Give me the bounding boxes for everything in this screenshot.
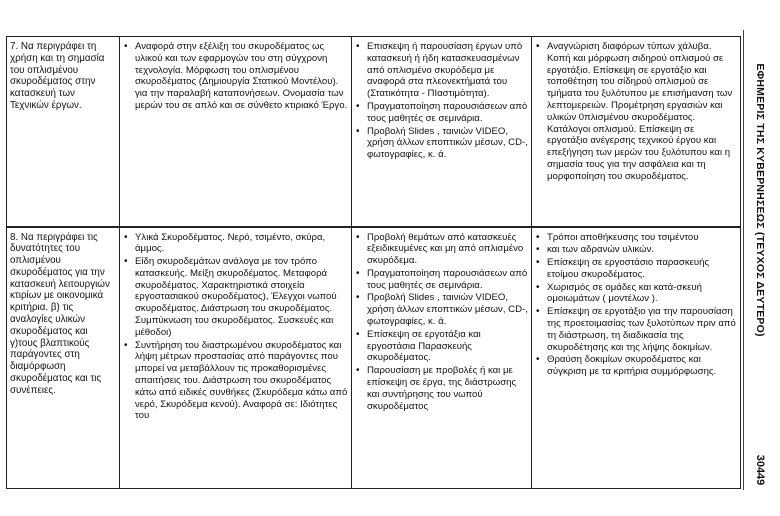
list-item: • Θραύση δοκιμίων σκυροδέματος και σύγκριση με τα κριτήρια συμμόρφωσης. <box>535 354 737 378</box>
methods-list <box>355 41 528 161</box>
list-item: • Υλικά Σκυροδέματος. Νερό, τσιμέντο, σκύρα, άμμος. <box>123 232 348 256</box>
gazette-title: ΕΦΗΜΕΡΙΣ ΤΗΣ ΚΥΒΕΡΝΗΣΕΩΣ (ΤΕΥΧΟΣ ΔΕΥΤΕΡΟ) <box>754 63 766 337</box>
list-item: • Προβολή Slides , ταινιών VIDEO, χρήση άλλων εποπτικών μέσων, CD-, φωτογραφίες, κ. ά. <box>355 126 528 161</box>
content-cell <box>120 37 352 227</box>
list-item: • Αναγνώριση διαφόρων τύπων χάλυβα. Κοπή και μόρφωση σιδηρού οπλισμού σε εργοτάξιο. Επίσκεψη σε εργοτάξιο και τοποθέτηση του σίδηρού οπλισμού σε τμήματα του ξυλότυπου με επισήμανση των λεπτομερειών. Προμέτρηση εργασιών και υλικών 0πλισμένου σκυροδέματος. Κατάλογοι οπλισμού. Επίσκεψη σε εργοτάξιο ανέγερσης τεχνικού έργου και επεξήγηση των μερών του ξυλότυπου και η σημασία τους για την ασφάλεια και τη μορφοποίηση του σκυροδέματος. <box>535 41 737 183</box>
objective-text: 8. Να περιγράφει τις δυνατότητες του οπλισμένου σκυροδέματος για την κατασκευή λειτουργιών κτιρίων με οικονομικά κριτήρια. β) τις αναλογίες υλικών σκυροδέματος και γ)τους βλαπτικούς παράγοντες στη διαμόρφωση σκυροδέματος και τις συνέπειες. <box>10 231 110 396</box>
list-item: • Χωρισμός σε ομάδες και κατά-σκευή ομοιωμάτων ( μοντέλων ). <box>535 282 737 306</box>
content-cell <box>120 227 352 489</box>
list-item: • και των αδρανών υλικών. <box>535 244 737 256</box>
curriculum-table <box>6 36 741 489</box>
running-header <box>742 30 778 370</box>
methods-cell <box>352 37 532 227</box>
activities-cell <box>532 37 741 227</box>
methods-cell <box>352 227 532 489</box>
table-row <box>7 37 741 227</box>
activities-cell <box>532 227 741 489</box>
list-item: • Επίσκεψη σε εργοτάξια και εργοστάσια Παρασκευής σκυροδέματος. <box>355 329 528 364</box>
table-row <box>7 227 741 489</box>
activities-list <box>535 41 737 183</box>
page-number: 30449 <box>754 454 766 486</box>
list-item: • Τρόποι αποθήκευσης του τσιμέντου <box>535 232 737 244</box>
list-item: • Προβολή θεμάτων από κατασκευές εξειδικευμένες και μη από οπλισμένο σκυρόδεμα. <box>355 232 528 267</box>
list-item: • Αναφορά στην εξέλιξη του σκυροδέματος ως υλικού και των εφαρμογών του στη σύγχρονη τεχνολογία. Μόρφωση του οπλισμένου σκυροδέματος (Δημιουργία Στατικού Μοντέλου). για την παραλαβή καταπονήσεων. Ονομασία των μερών του σε απλό και σε σύνθετο κτιριακό Έργο. <box>123 41 348 112</box>
list-item: • Επίσκεψη σε εργοτάξιο για την παρουσίαση της προετοιμασίας των ξυλοτύπων πριν από τη διάστρωση, τη διαδικασία της σκυροδέτησης και της λήψης δοκιμίων. <box>535 306 737 353</box>
list-item: • Πραγματοποίηση παρουσιάσεων από τους μαθητές σε σεμινάρια. <box>355 268 528 292</box>
objective-cell <box>7 227 120 489</box>
content-list <box>123 41 348 112</box>
list-item: • Επίσκεψη σε εργοστάσιο παρασκευής ετοίμου σκυροδέματος. <box>535 257 737 281</box>
content-list <box>123 232 348 423</box>
methods-list <box>355 232 528 413</box>
list-item: • Συντήρηση του διαστρωμένου σκυροδέματος και λήψη μέτρων προστασίας από παράγοντες που μπορεί να μεταβάλλουν τις προκαθορισμένες απαιτήσεις του. Διάστρωση του σκυροδέματος κάτω από ειδικές συνθήκες (Σκυρόδεμα κάτω από νερό, Σκυρόδεμα κενού). Αναφορά σε: Ιδιότητες του <box>123 340 348 423</box>
list-item: • Είδη σκυροδεμάτων ανάλογα με τον τρόπο κατασκευής. Μείξη σκυροδέματος. Μεταφορά σκυροδέματος. Χαρακτηριστικά στοιχεία εργοστασιακού σκυροδέματος), Έλεγχοι νωπού σκυροδέματος. Διάστρωση του σκυροδέματος. Συμπύκνωση του σκυροδέματος. Συσκευές και μέθοδοι) <box>123 256 348 339</box>
list-item: • Πραγματοποίηση παρουσιάσεων από τους μαθητές σε σεμινάρια. <box>355 101 528 125</box>
activities-list <box>535 232 737 379</box>
list-item: • Προβολή Slides , ταινιών VIDEO, χρήση άλλων εποπτικών μέσων, CD-, φωτογραφίες, κ. ά. <box>355 292 528 327</box>
objective-cell <box>7 37 120 227</box>
list-item: • Επισκεψη ή παρουσίαση έργων υπό κατασκευή ή ήδη κατασκευασμένων από οπλισμένο σκυρόδεμα με αναφορά στα πλεονεκτήματά του (Στατικότητα - ΠΙαστιμότητα). <box>355 41 528 100</box>
list-item: • Παρουσίαση με προβολές ή και με επίσκεψη σε έργα, της διάστρωσης και συντήρησης του νωπού σκυροδέματος <box>355 365 528 412</box>
objective-text: 7. Να περιγράφει τη χρήση και τη σημασία του οπλισμένου σκυροδέματος στην κατασκευή των Τεχνικών έργων. <box>10 41 105 111</box>
